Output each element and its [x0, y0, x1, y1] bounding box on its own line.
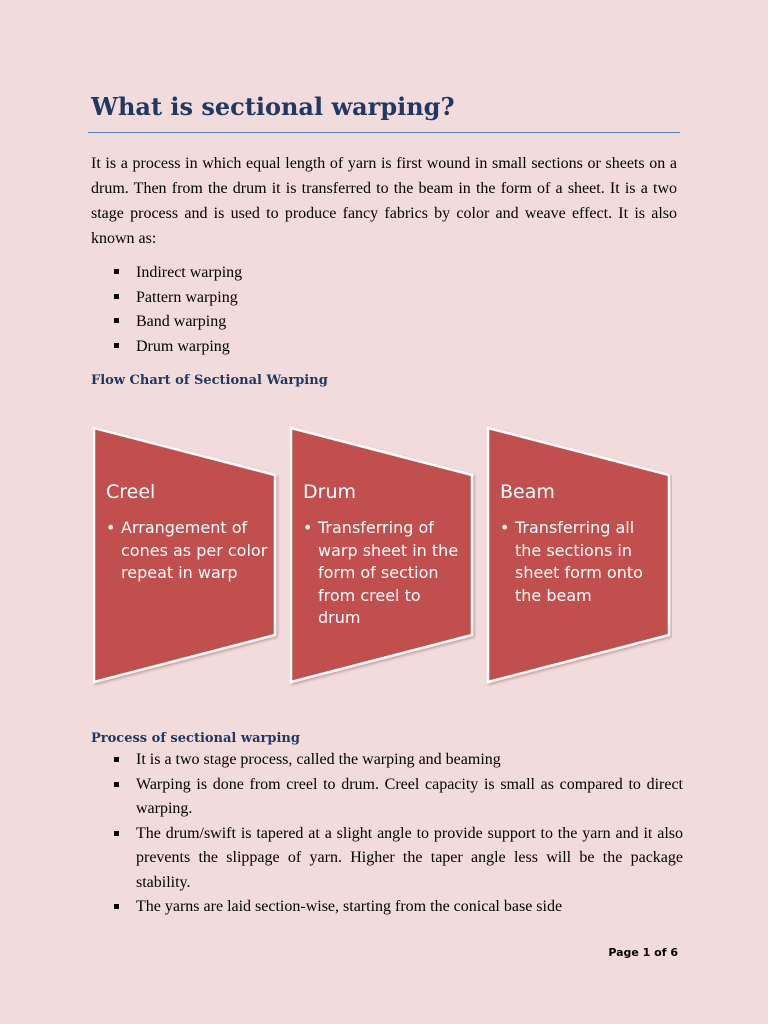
stage-title: Beam: [500, 481, 555, 503]
page-number: Page 1 of 6: [608, 946, 678, 959]
drum-stage: [303, 425, 468, 687]
stage-description: • Transferring all the sections in sheet form onto the beam: [500, 518, 643, 605]
bullet-icon: •: [106, 518, 116, 537]
square-bullet-icon: [114, 831, 119, 836]
intro-paragraph: It is a process in which equal length of yarn is first wound in small sections or sheets on a drum. Then from the drum it is transferred to the beam in the form of a sheet. It is a two stage process and is used to produce fancy fabrics by color and weave effect. It is also known as:: [91, 155, 677, 247]
process-list: [91, 748, 683, 920]
square-bullet-icon: [114, 782, 119, 787]
flow-chart-heading: Flow Chart of Sectional Warping: [91, 373, 328, 388]
stage-title: Creel: [106, 481, 156, 503]
creel-stage: [106, 425, 271, 687]
list-item: Indirect warping: [91, 261, 677, 286]
stage-description: • Transferring of warp sheet in the form of section from creel to drum: [303, 518, 459, 627]
list-item: Warping is done from creel to drum. Creel capacity is small as compared to direct warping.: [91, 773, 683, 822]
list-item: It is a two stage process, called the warping and beaming: [91, 748, 683, 773]
square-bullet-icon: [114, 294, 119, 299]
list-item: Drum warping: [91, 335, 677, 360]
list-item: The drum/swift is tapered at a slight angle to provide support to the yarn and it also prevents the slippage of yarn. Higher the taper angle less will be the package stability.: [91, 822, 683, 896]
bullet-icon: •: [303, 518, 313, 537]
square-bullet-icon: [114, 757, 119, 762]
list-item: The yarns are laid section-wise, starting from the conical base side: [91, 895, 683, 920]
title-underline: [88, 132, 680, 133]
list-item: Band warping: [91, 310, 677, 335]
square-bullet-icon: [114, 904, 119, 909]
square-bullet-icon: [114, 318, 119, 323]
list-item: Pattern warping: [91, 286, 677, 311]
flow-chart: [90, 425, 672, 687]
beam-stage: [500, 425, 665, 687]
bullet-icon: •: [500, 518, 510, 537]
process-heading: Process of sectional warping: [91, 731, 300, 746]
stage-title: Drum: [303, 481, 356, 503]
stage-description: • Arrangement of cones as per color repeat in warp: [106, 518, 268, 582]
page-title: What is sectional warping?: [91, 92, 455, 121]
square-bullet-icon: [114, 343, 119, 348]
square-bullet-icon: [114, 269, 119, 274]
alias-list: [91, 261, 677, 359]
